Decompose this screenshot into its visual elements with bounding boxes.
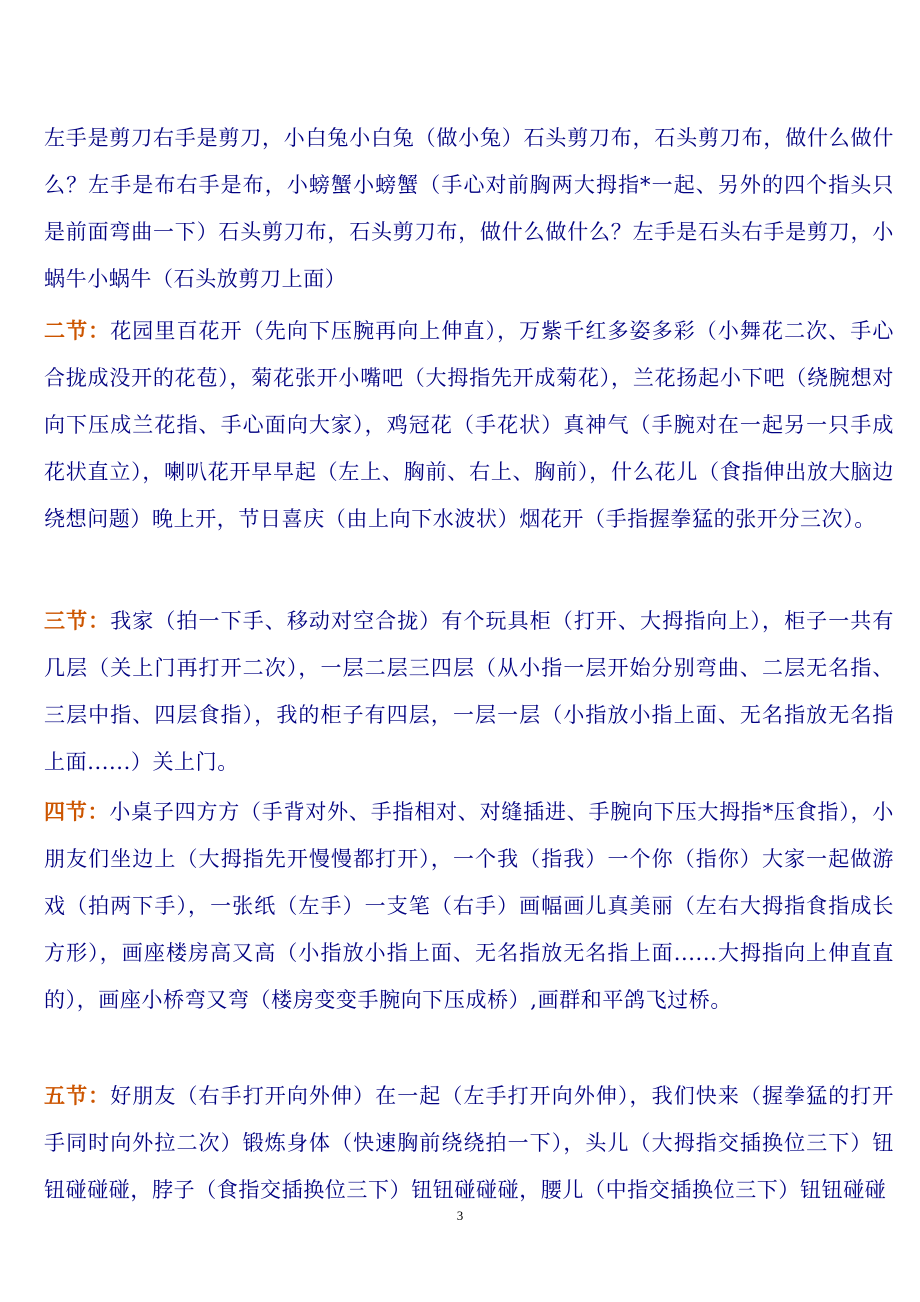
paragraph-section-five	[44, 1072, 894, 1214]
section-heading: 三节：	[44, 608, 111, 633]
paragraph-section-four	[44, 788, 894, 1024]
paragraph-text: 好朋友（右手打开向外伸）在一起（左手打开向外伸），我们快来（握拳猛的打开手同时向外拉二次）锻炼身体（快速胸前绕绕拍一下），头儿（大拇指交插换位三下）钮钮碰碰碰，脖子（食指交插换位三下）钮钮碰碰碰，腰儿（中指交插换位三下）钮钮碰碰	[44, 1084, 894, 1202]
paragraph-section-one	[44, 114, 894, 303]
section-heading: 五节：	[44, 1083, 111, 1108]
paragraph-text: 左手是剪刀右手是剪刀，小白兔小白兔（做小兔）石头剪刀布，石头剪刀布，做什么做什么？左手是布右手是布，小螃蟹小螃蟹（手心对前胸两大拇指*一起、另外的四个指头只是前面弯曲一下）石头剪刀布，石头剪刀布，做什么做什么？左手是石头右手是剪刀，小蜗牛小蜗牛（石头放剪刀上面）	[44, 126, 894, 291]
paragraph-section-three	[44, 597, 894, 786]
page-number: 3	[456, 1208, 464, 1223]
section-heading: 四节：	[44, 799, 110, 824]
paragraph-text: 小桌子四方方（手背对外、手指相对、对缝插进、手腕向下压大拇指*压食指），小朋友们坐边上（大拇指先开慢慢都打开），一个我（指我）一个你（指你）大家一起做游戏（拍两下手），一张纸（左手）一支笔（右手）画幅画儿真美丽（左右大拇指食指成长方形），画座楼房高又高（小指放小指上面、无名指放无名指上面......大拇指向上伸直直的），画座小桥弯又弯（楼房变变手腕向下压成桥）,画群和平鸽飞过桥。	[44, 800, 894, 1012]
paragraph-text: 我家（拍一下手、移动对空合拢）有个玩具柜（打开、大拇指向上），柜子一共有几层（关上门再打开二次），一层二层三四层（从小指一层开始分别弯曲、二层无名指、三层中指、四层食指），我的柜子有四层，一层一层（小指放小指上面、无名指放无名指上面......）关上门。	[44, 609, 894, 774]
paragraph-text: 花园里百花开（先向下压腕再向上伸直），万紫千红多姿多彩（小舞花二次、手心合拢成没开的花苞），菊花张开小嘴吧（大拇指先开成菊花），兰花扬起小下吧（绕腕想对向下压成兰花指、手心面向大家），鸡冠花（手花状）真神气（手腕对在一起另一只手成花状直立），喇叭花开早早起（左上、胸前、右上、胸前），什么花儿（食指伸出放大脑边绕想问题）晚上开，节日喜庆（由上向下水波状）烟花开（手指握拳猛的张开分三次）。	[44, 319, 894, 531]
paragraph-section-two	[44, 307, 894, 543]
section-heading: 二节：	[44, 318, 111, 343]
